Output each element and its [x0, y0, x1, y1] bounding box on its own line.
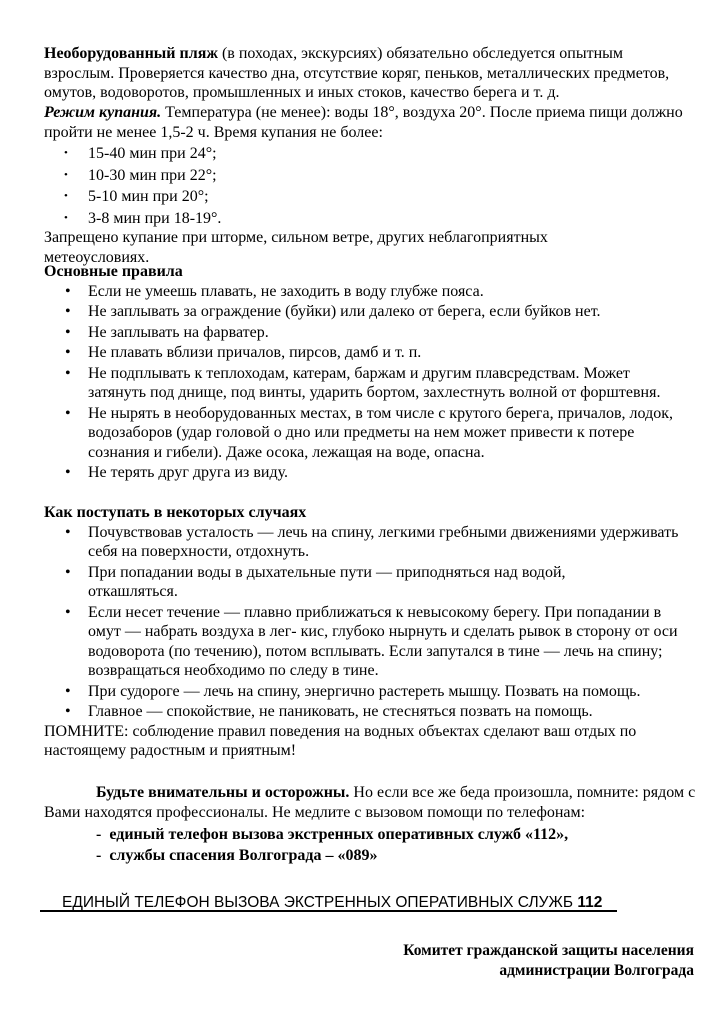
list-item: • Не нырять в необорудованных местах, в том числе с крутого берега, причалов, лодок, водозаборов (удар головой о дно или предметы на нем может привести к потере сознания и гибели). Даже осока, лежащая на воде, опасна.	[44, 404, 694, 463]
phone-089: службы спасения Волгограда – «089»	[109, 847, 378, 864]
phone-089-line: - службы спасения Волгограда – «089»	[96, 847, 378, 864]
appeal-text: Но если все же беда произошла, помните: рядом с Вами находятся профессионалы. Не медлите с вызовом помощи по телефонам:	[44, 784, 696, 821]
list-item: • Не плавать вблизи причалов, пирсов, дамб и т. п.	[44, 343, 694, 363]
section-appeal	[44, 783, 704, 822]
section-how-to-act	[44, 503, 694, 761]
section-unequipped-beach	[44, 44, 694, 103]
list-item: • 10-30 мин при 22°;	[44, 166, 694, 186]
list-item: • При попадании воды в дыхательные пути — приподняться над водой, откашляться.	[44, 563, 694, 602]
committee-signature	[334, 941, 694, 981]
list-item: • 15-40 мин при 24°;	[44, 144, 694, 164]
section-basic-rules	[44, 262, 694, 483]
unequipped-beach-title: Необорудованный пляж	[44, 45, 218, 62]
list-item: • Почувствовав усталость — лечь на спину, легкими гребными движениями удерживать себя на поверхности, отдохнуть.	[44, 523, 694, 562]
committee-line-1: Комитет гражданской защиты населения	[403, 942, 694, 959]
section-bathing-mode	[44, 103, 694, 267]
list-item: • Не терять друг друга из виду.	[44, 463, 694, 483]
appeal-paragraph	[44, 783, 704, 822]
remember-note: ПОМНИТЕ: соблюдение правил поведения на водных объектах сделают ваш отдых по настоящему радостным и приятным!	[44, 722, 637, 759]
list-item: • Не заплывать за ограждение (буйки) или далеко от берега, если буйков нет.	[44, 302, 694, 322]
how-to-act-title: Как поступать в некоторых случаях	[44, 504, 307, 521]
phone-112: единый телефон вызова экстренных оперативных служб «112»,	[109, 826, 569, 843]
list-item: • 5-10 мин при 20°;	[44, 187, 694, 207]
list-item: • Если не умеешь плавать, не заходить в воду глубже пояса.	[44, 282, 694, 302]
unequipped-beach-paragraph	[44, 44, 694, 103]
unequipped-beach-text: (в походах, экскурсиях) обязательно обследуется опытным взрослым. Проверяется качество дна, отсутствие коряг, пеньков, металлических предметов, омутов, водоворотов, промышленных и иных стоков, качество берега и т. д.	[44, 45, 670, 101]
committee-line-2: администрации Волгограда	[499, 962, 694, 979]
bathing-prohibition: Запрещено купание при шторме, сильном ветре, других неблагоприятных метеоусловиях.	[44, 229, 548, 266]
list-item: • Главное — спокойствие, не паниковать, не стесняться позвать на помощь.	[44, 702, 694, 722]
bathing-time-list	[44, 144, 694, 228]
appeal-bold: Будьте внимательны и осторожны.	[96, 784, 350, 801]
hotline-text: ЕДИНЫЙ ТЕЛЕФОН ВЫЗОВА ЭКСТРЕННЫХ ОПЕРАТИВНЫХ СЛУЖБ	[62, 894, 573, 911]
list-item: • При судороге — лечь на спину, энергично растереть мышцу. Позвать на помощь.	[44, 682, 694, 702]
how-to-act-list	[44, 523, 694, 722]
phone-112-line: - единый телефон вызова экстренных оперативных служб «112»,	[96, 826, 569, 843]
bathing-mode-title: Режим купания.	[44, 104, 162, 121]
bathing-mode-paragraph	[44, 103, 694, 142]
basic-rules-title: Основные правила	[44, 263, 183, 280]
list-item: • Не заплывать на фарватер.	[44, 323, 694, 343]
list-item: • 3-8 мин при 18-19°.	[44, 209, 694, 229]
footer-divider	[40, 910, 617, 912]
list-item: • Не подплывать к теплоходам, катерам, баржам и другим плавсредствам. Может затянуть под днище, под винты, ударить бортом, захлестнуть волной от форштевня.	[44, 364, 694, 403]
basic-rules-list	[44, 282, 694, 483]
bathing-mode-text: Температура (не менее): воды 18°, воздуха 20°. После приема пищи должно пройти не менее 1,5-2 ч. Время купания не более:	[44, 104, 683, 141]
hotline-number: 112	[577, 894, 603, 911]
list-item: • Если несет течение — плавно приближаться к невысокому берегу. При попадании в омут — набрать воздуха в лег- кис, глубоко нырнуть и сделать рывок в сторону от оси водоворота (по течению), потом всплывать. Если запутался в тине — лечь на спину; возвращаться необходимо по следу в тине.	[44, 603, 694, 681]
